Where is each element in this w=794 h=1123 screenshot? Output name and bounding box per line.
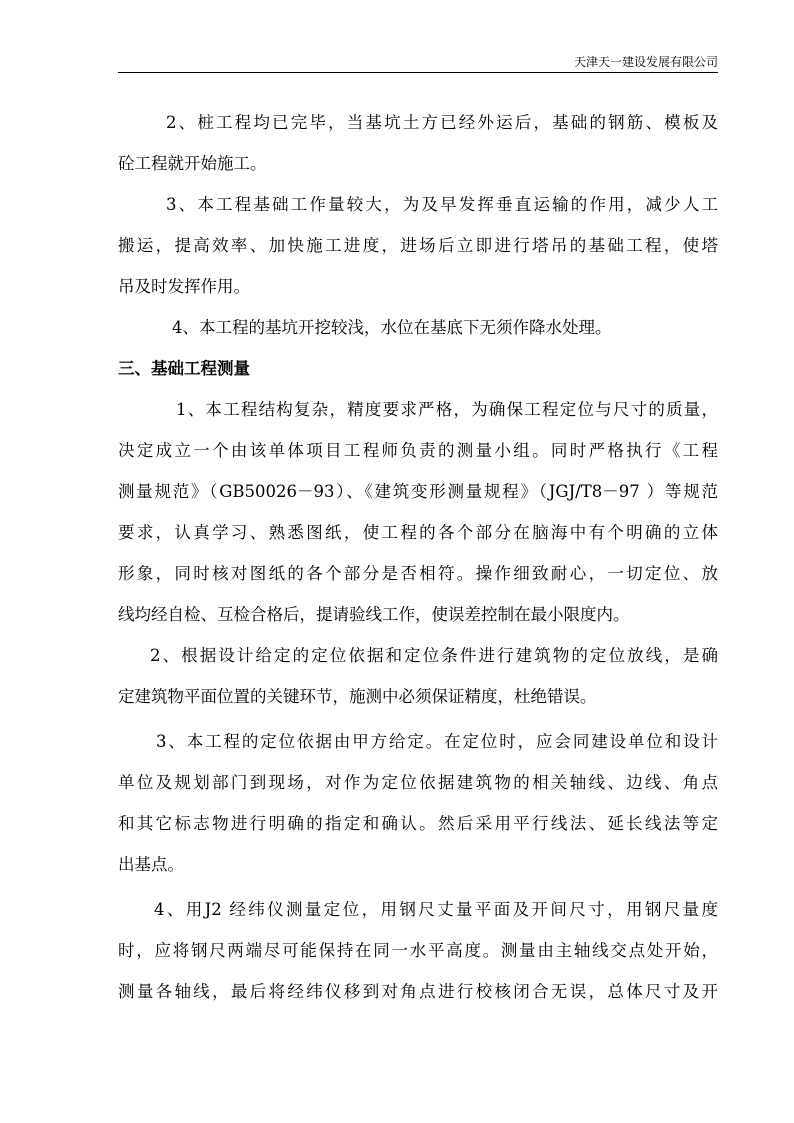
text-line: 测量各轴线，最后将经纬仪移到对角点进行校核闭合无误，总体尺寸及开 [118,982,718,1001]
text-line: 3、本工程基础工作量较大，为及早发挥垂直运输的作用，减少人工 [166,195,718,214]
paragraph-tower-crane [118,184,718,307]
text-line: 搬运，提高效率、加快施工进度，进场后立即进行塔吊的基础工程，使塔 [118,236,718,255]
text-line: 决定成立一个由该单体项目工程师负责的测量小组。同时严格执行《工程 [118,441,718,460]
text-line: 要求，认真学习、熟悉图纸，使工程的各个部分在脑海中有个明确的立体 [118,523,718,542]
text-line: 定建筑物平面位置的关键环节，施测中必须保证精度，杜绝错误。 [118,687,597,706]
paragraph-positioning [118,635,718,717]
text-line: 出基点。 [118,855,184,874]
text-line: 吊及时发挥作用。 [118,277,250,296]
text-line: 3、本工程的定位依据由甲方给定。在定位时，应会同建设单位和设计 [156,732,718,751]
text-line: 测量规范》（GB50026－93）、《建筑变形测量规程》（JGJ/T8－97 ）等规范 [118,482,718,501]
text-line: 4、本工程的基坑开挖较浅，水位在基底下无须作降水处理。 [172,318,612,337]
text-line: 线均经自检、互检合格后，提请验线工作，使误差控制在最小限度内。 [118,605,630,624]
page-header [118,54,718,73]
text-line: 1、本工程结构复杂，精度要求严格，为确保工程定位与尺寸的质量， [176,400,718,419]
paragraph-survey-team [118,389,718,635]
text-line: 和其它标志物进行明确的指定和确认。然后采用平行线法、延长线法等定 [118,814,718,833]
paragraph-theodolite [118,889,718,1012]
text-line: 4、用J2 经纬仪测量定位，用钢尺丈量平面及开间尺寸，用钢尺量度 [154,900,718,919]
paragraph-excavation [118,307,718,348]
text-line: 砼工程就开始施工。 [118,154,267,173]
paragraph-pile-works [118,102,718,184]
company-name: 天津天一建设发展有限公司 [573,55,718,69]
text-line: 形象，同时核对图纸的各个部分是否相符。操作细致耐心，一切定位、放 [118,564,718,583]
text-line: 2、桩工程均已完毕，当基坑土方已经外运后，基础的钢筋、模板及 [166,113,718,132]
text-line: 单位及规划部门到现场，对作为定位依据建筑物的相关轴线、边线、角点 [118,773,718,792]
text-line: 时，应将钢尺两端尽可能保持在同一水平高度。测量由主轴线交点处开始， [118,941,718,960]
document-body [118,102,718,1012]
section-heading: 三、基础工程测量 [118,359,250,378]
text-line: 2、根据设计给定的定位依据和定位条件进行建筑物的定位放线，是确 [150,646,718,665]
paragraph-reference-basis [118,721,718,885]
